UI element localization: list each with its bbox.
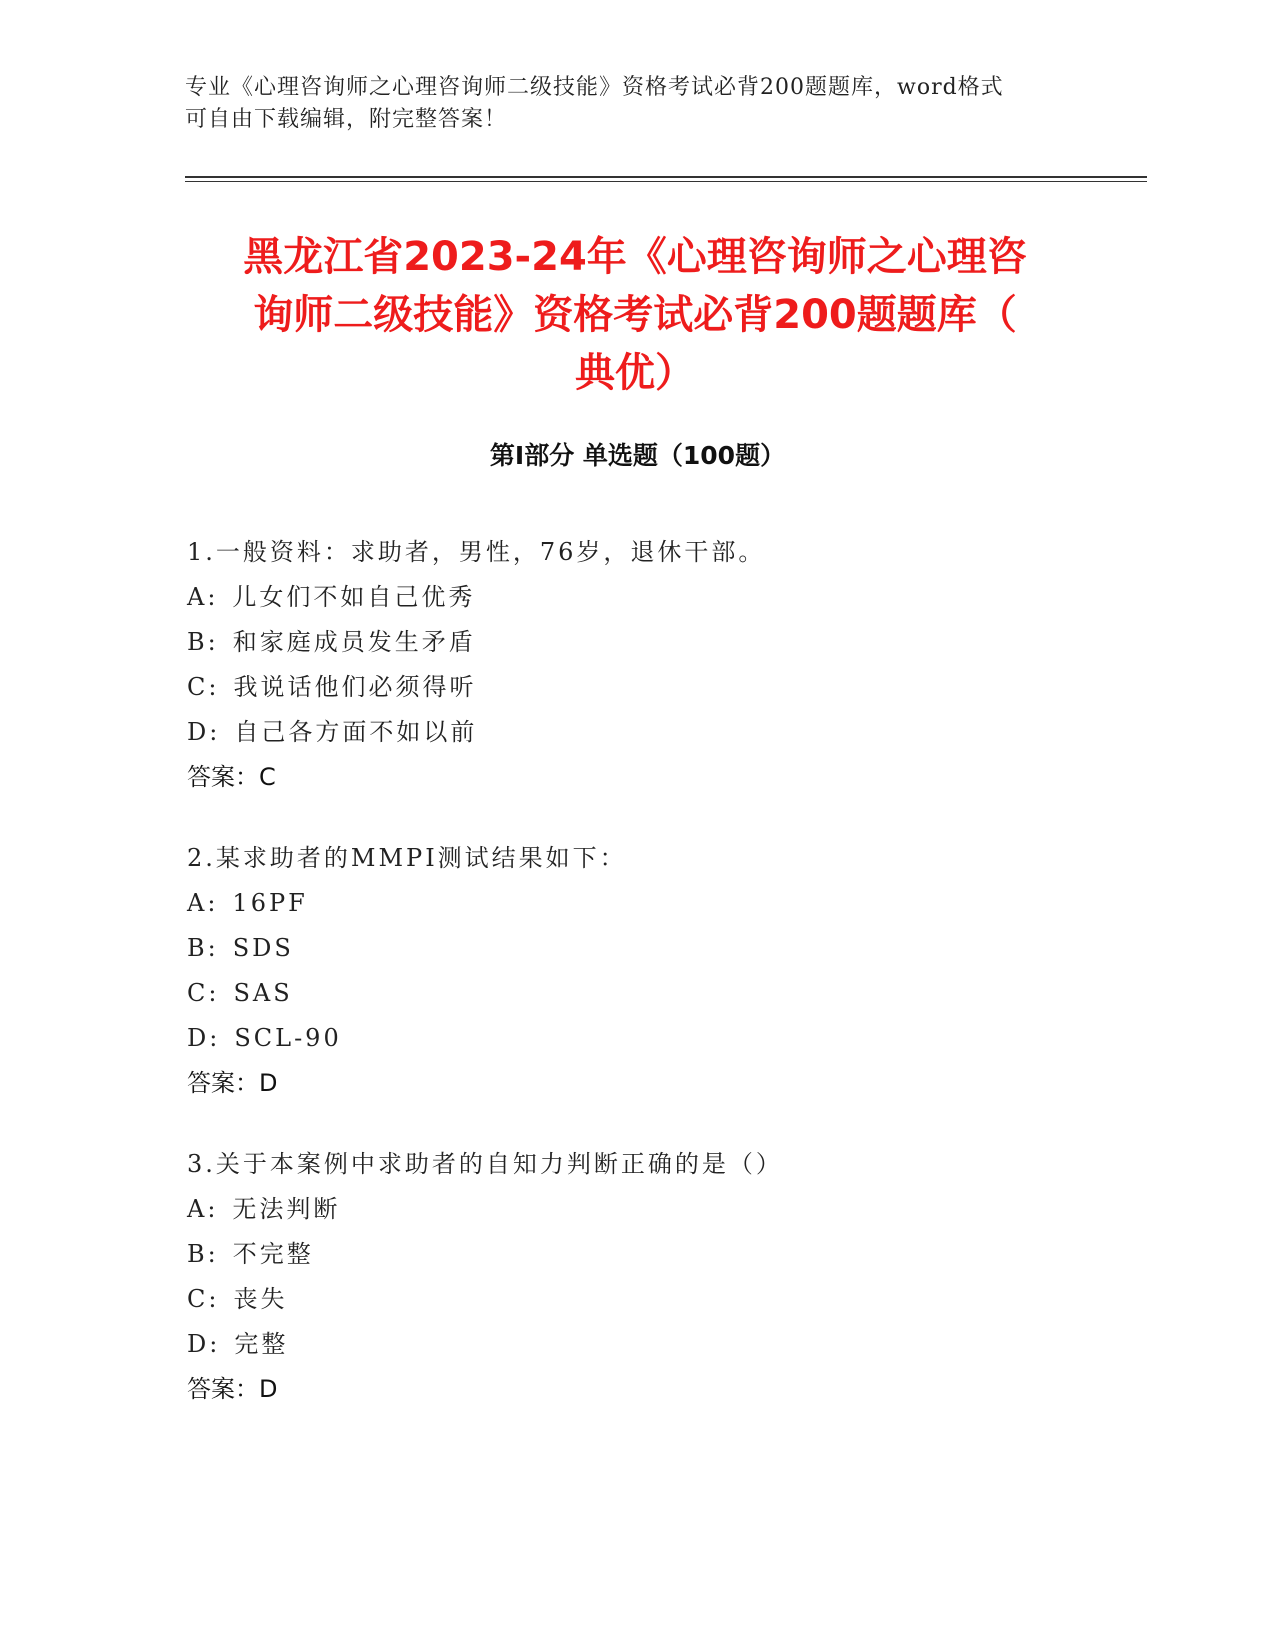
option-text: 不完整 bbox=[232, 1240, 314, 1268]
answer-value: D bbox=[259, 1375, 278, 1403]
answer-value: D bbox=[259, 1069, 278, 1097]
option-text: 儿女们不如自己优秀 bbox=[232, 583, 476, 611]
document-title bbox=[185, 228, 1085, 402]
answer-line bbox=[187, 755, 1087, 800]
option-letter: D: bbox=[187, 718, 221, 746]
option-letter: A: bbox=[187, 583, 219, 611]
option-text: SDS bbox=[232, 934, 294, 962]
option-text: 自己各方面不如以前 bbox=[234, 718, 478, 746]
option-text: SAS bbox=[233, 979, 293, 1007]
question-3 bbox=[187, 1142, 1087, 1412]
option-text: 无法判断 bbox=[232, 1195, 341, 1223]
option-b bbox=[187, 926, 1087, 971]
option-letter: C: bbox=[187, 1285, 220, 1313]
option-text: 和家庭成员发生矛盾 bbox=[232, 628, 476, 656]
option-letter: D: bbox=[187, 1024, 221, 1052]
option-d bbox=[187, 1322, 1087, 1367]
option-letter: B: bbox=[187, 934, 219, 962]
option-letter: A: bbox=[187, 889, 219, 917]
answer-label: 答案： bbox=[187, 1375, 259, 1403]
option-letter: A: bbox=[187, 1195, 219, 1223]
option-c bbox=[187, 665, 1087, 710]
option-c bbox=[187, 971, 1087, 1016]
option-letter: D: bbox=[187, 1330, 221, 1358]
option-text: 丧失 bbox=[233, 1285, 288, 1313]
answer-line bbox=[187, 1061, 1087, 1106]
option-text: 16PF bbox=[232, 889, 308, 917]
header-note bbox=[185, 72, 1065, 136]
section-title: 第Ⅰ部分 单选题（100题） bbox=[489, 441, 786, 470]
option-text: SCL-90 bbox=[234, 1024, 342, 1052]
question-stem: 2.某求助者的MMPI测试结果如下： bbox=[187, 844, 627, 872]
option-b bbox=[187, 1232, 1087, 1277]
header-divider-thick bbox=[185, 176, 1147, 178]
document-title-line-3: 典优） bbox=[575, 350, 695, 396]
option-letter: B: bbox=[187, 628, 219, 656]
header-note-line-2: 可自由下载编辑，附完整答案！ bbox=[185, 107, 508, 132]
option-text: 我说话他们必须得听 bbox=[233, 673, 477, 701]
answer-value: C bbox=[259, 763, 276, 791]
document-title-line-1: 黑龙江省2023-24年《心理咨询师之心理咨 bbox=[243, 234, 1027, 280]
question-stem: 1.一般资料：求助者，男性，76岁，退休干部。 bbox=[187, 538, 766, 566]
option-a bbox=[187, 1187, 1087, 1232]
answer-label: 答案： bbox=[187, 1069, 259, 1097]
header-note-line-1: 专业《心理咨询师之心理咨询师二级技能》资格考试必背200题题库，word格式 bbox=[185, 75, 1004, 100]
answer-line bbox=[187, 1367, 1087, 1412]
option-a bbox=[187, 881, 1087, 926]
option-c bbox=[187, 1277, 1087, 1322]
answer-label: 答案： bbox=[187, 763, 259, 791]
option-d bbox=[187, 1016, 1087, 1061]
option-letter: C: bbox=[187, 673, 220, 701]
header-divider-thin bbox=[185, 181, 1147, 182]
document-title-line-2: 询师二级技能》资格考试必背200题题库（ bbox=[253, 292, 1017, 338]
question-2 bbox=[187, 836, 1087, 1106]
option-d bbox=[187, 710, 1087, 755]
option-letter: C: bbox=[187, 979, 220, 1007]
question-stem: 3.关于本案例中求助者的自知力判断正确的是（） bbox=[187, 1150, 783, 1178]
option-letter: B: bbox=[187, 1240, 219, 1268]
option-b bbox=[187, 620, 1087, 665]
option-text: 完整 bbox=[234, 1330, 289, 1358]
question-1 bbox=[187, 530, 1087, 800]
question-list bbox=[187, 530, 1087, 1448]
option-a bbox=[187, 575, 1087, 620]
